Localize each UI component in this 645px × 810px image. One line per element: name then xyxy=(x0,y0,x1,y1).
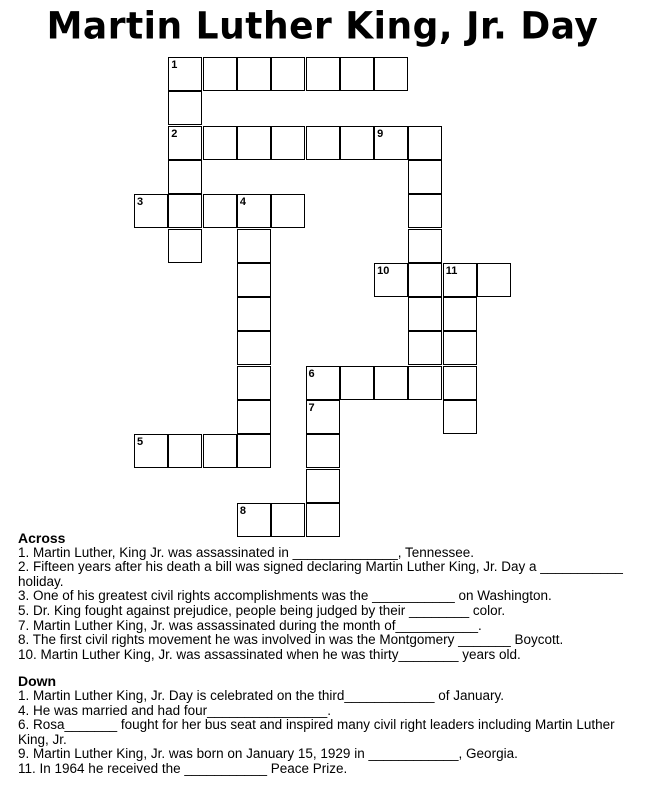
grid-cell[interactable] xyxy=(340,126,374,160)
grid-cell[interactable] xyxy=(237,126,271,160)
grid-cell[interactable] xyxy=(340,366,374,400)
page-title: Martin Luther King, Jr. Day xyxy=(46,4,599,49)
clue-number: 4 xyxy=(239,196,247,209)
grid-cell[interactable] xyxy=(340,57,374,91)
grid-cell[interactable] xyxy=(237,434,271,468)
grid-cell[interactable] xyxy=(271,194,305,228)
grid-cell[interactable] xyxy=(408,229,442,263)
clue-number: 2 xyxy=(171,127,178,140)
down-clue-4: 4. He was married and had four________________. xyxy=(18,702,331,718)
clue-number: 6 xyxy=(308,367,315,380)
across-clue-10: 10. Martin Luther King, Jr. was assassinated when he was thirty________ years old. xyxy=(18,646,521,662)
down-clue-6: 6. Rosa_______ fought for her bus seat and inspired many civil right leaders including Martin Luther King, Jr. xyxy=(18,717,615,747)
clue-number: 11 xyxy=(445,264,458,277)
grid-cell[interactable] xyxy=(443,400,477,434)
clue-number: 3 xyxy=(137,196,144,209)
grid-cell[interactable] xyxy=(168,434,202,468)
grid-cell[interactable] xyxy=(237,297,271,331)
grid-cell[interactable] xyxy=(408,126,442,160)
down-heading: Down xyxy=(18,673,57,690)
grid-cell[interactable] xyxy=(168,91,202,125)
grid-cell[interactable] xyxy=(203,126,237,160)
grid-cell[interactable] xyxy=(306,57,340,91)
grid-cell[interactable] xyxy=(408,160,442,194)
grid-cell[interactable] xyxy=(237,400,271,434)
grid-cell[interactable] xyxy=(237,331,271,365)
clue-number: 10 xyxy=(377,264,390,277)
across-clue-2: 2. Fifteen years after his death a bill was signed declaring Martin Luther King, Jr. Day a ___________ holiday. xyxy=(18,559,623,589)
grid-cell[interactable] xyxy=(203,194,237,228)
grid-cell[interactable] xyxy=(408,263,442,297)
across-clues xyxy=(18,546,633,663)
grid-cell[interactable] xyxy=(203,57,237,91)
grid-cell[interactable] xyxy=(306,126,340,160)
grid-cell[interactable] xyxy=(374,57,408,91)
grid-cell[interactable] xyxy=(271,57,305,91)
down-clue-1: 1. Martin Luther King, Jr. Day is celebrated on the third____________ of January. xyxy=(18,687,505,703)
down-clue-9: 9. Martin Luther King, Jr. was born on January 15, 1929 in ____________, Georgia. xyxy=(18,746,518,762)
grid-cell[interactable] xyxy=(374,366,408,400)
grid-cell[interactable] xyxy=(443,366,477,400)
grid-cell[interactable] xyxy=(443,331,477,365)
across-clue-1: 1. Martin Luther, King Jr. was assassinated in ______________, Tennessee. xyxy=(18,544,475,560)
clues-section xyxy=(18,531,633,777)
clue-number: 7 xyxy=(308,402,315,414)
clue-number: 5 xyxy=(137,436,144,449)
grid-cell[interactable] xyxy=(237,366,271,400)
grid-cell[interactable] xyxy=(306,469,340,503)
grid-cell[interactable] xyxy=(237,263,271,297)
grid-cell[interactable] xyxy=(306,434,340,468)
grid-cell[interactable] xyxy=(408,331,442,365)
across-clue-7: 7. Martin Luther King, Jr. was assassinated during the month of___________. xyxy=(18,617,482,633)
clue-number: 9 xyxy=(377,127,384,140)
across-clue-8: 8. The first civil rights movement he was involved in was the Montgomery _______ Boycott. xyxy=(18,632,564,648)
grid-cell[interactable] xyxy=(237,57,271,91)
grid-cell[interactable] xyxy=(168,160,202,194)
grid-cell[interactable] xyxy=(443,297,477,331)
grid-cell[interactable] xyxy=(237,229,271,263)
clue-number: 8 xyxy=(239,504,247,517)
grid-cell[interactable] xyxy=(168,194,202,228)
down-clue-11: 11. In 1964 he received the ___________ Peace Prize. xyxy=(18,760,348,776)
across-clue-5: 5. Dr. King fought against prejudice, people being judged by their ________ color. xyxy=(18,602,506,618)
grid-cell[interactable] xyxy=(271,126,305,160)
grid-cell[interactable] xyxy=(408,194,442,228)
down-clues xyxy=(18,689,633,777)
grid-cell[interactable] xyxy=(477,263,511,297)
grid-cell[interactable] xyxy=(408,297,442,331)
across-clue-3: 3. One of his greatest civil rights accomplishments was the ___________ on Washington. xyxy=(18,588,552,604)
clue-number: 1 xyxy=(171,59,178,71)
grid-cell[interactable] xyxy=(408,366,442,400)
across-heading: Across xyxy=(18,530,66,546)
grid-cell[interactable] xyxy=(168,229,202,263)
grid-cell[interactable] xyxy=(203,434,237,468)
